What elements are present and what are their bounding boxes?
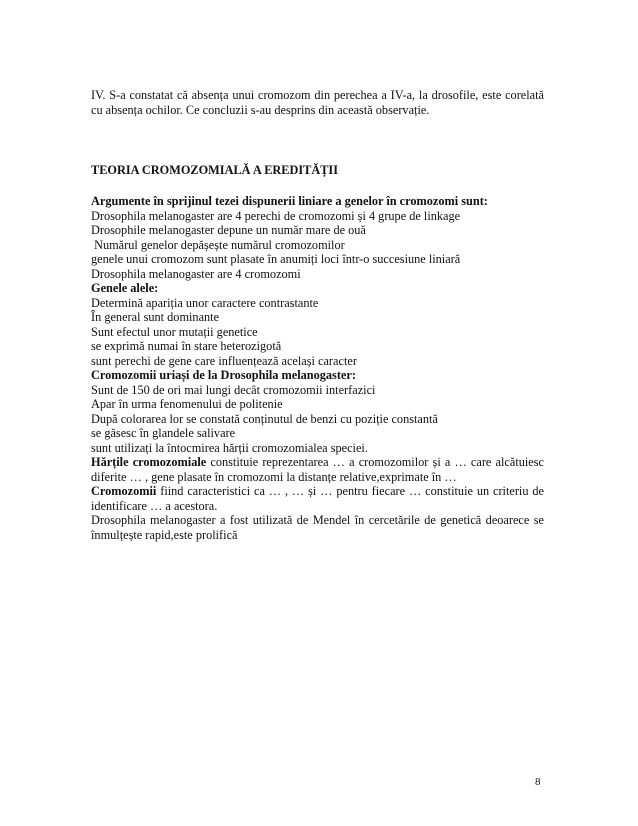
list-item: genele unui cromozom sunt plasate în anumiți loci într-o succesiune liniară <box>91 252 461 266</box>
alleles-heading: Genele alele: <box>91 281 159 295</box>
list-item: După colorarea lor se constată conținutul de benzi cu poziție constantă <box>91 411 438 426</box>
list-item: Drosophila melanogaster are 4 perechi de cromozomi și 4 grupe de linkage <box>91 208 461 223</box>
maps-paragraph <box>91 455 544 484</box>
list-item: Determină apariția unor caractere contrastante <box>91 295 319 310</box>
list-item: se găsesc în glandele salivare <box>91 426 236 440</box>
drosophila-paragraph: Drosophila melanogaster a fost utilizată de Mendel în cercetările de genetică deoarece se înmulțește rapid,este prolifică <box>91 513 544 542</box>
chromosomes-text: fiind caracteristici ca … , … și … pentru fiecare … constituie un criteriu de identificare … a acestora. <box>91 484 544 513</box>
list-item: Numărul genelor depășește numărul cromozomilor <box>91 237 345 252</box>
list-item: Drosophila melanogaster are 4 cromozomi <box>91 266 301 281</box>
maps-text: constituie reprezentarea … a cromozomilor și a … care alcătuiesc diferite … , gene plasate în cromozomi la distanțe relative,exprimate în … <box>91 455 545 484</box>
list-item: Drosophile melanogaster depune un număr mare de ouă <box>91 223 366 237</box>
list-item: sunt perechi de gene care influențează același caracter <box>91 353 357 368</box>
page-number: 8 <box>535 776 541 788</box>
intro-question: IV. S-a constatat că absența unui cromozom din perechea a IV-a, la drosofile, este corelată cu absența ochilor. Ce concluzii s-au desprins din această observație. <box>91 88 544 117</box>
giant-chromosomes-heading: Cromozomii uriași de la Drosophila melanogaster: <box>91 368 356 382</box>
list-item: se exprimă numai în stare heterozigotă <box>91 339 282 353</box>
list-item: În general sunt dominante <box>91 310 220 324</box>
document-body <box>91 194 544 542</box>
list-item: sunt utilizați la întocmirea hărții cromozomialea speciei. <box>91 440 368 455</box>
maps-term: Hărțile cromozomiale <box>91 455 207 469</box>
section-title: TEORIA CROMOZOMIALĂ A EREDITĂȚII <box>91 163 339 177</box>
list-item: Apar în urma fenomenului de politenie <box>91 397 283 411</box>
arguments-heading: Argumente în sprijinul tezei dispunerii liniare a genelor în cromozomi sunt: <box>91 194 488 208</box>
chromosomes-paragraph <box>91 484 544 513</box>
list-item: Sunt efectul unor mutații genetice <box>91 324 258 339</box>
list-item: Sunt de 150 de ori mai lungi decât cromozomii interfazici <box>91 382 376 397</box>
chromosomes-term: Cromozomii <box>91 484 157 498</box>
